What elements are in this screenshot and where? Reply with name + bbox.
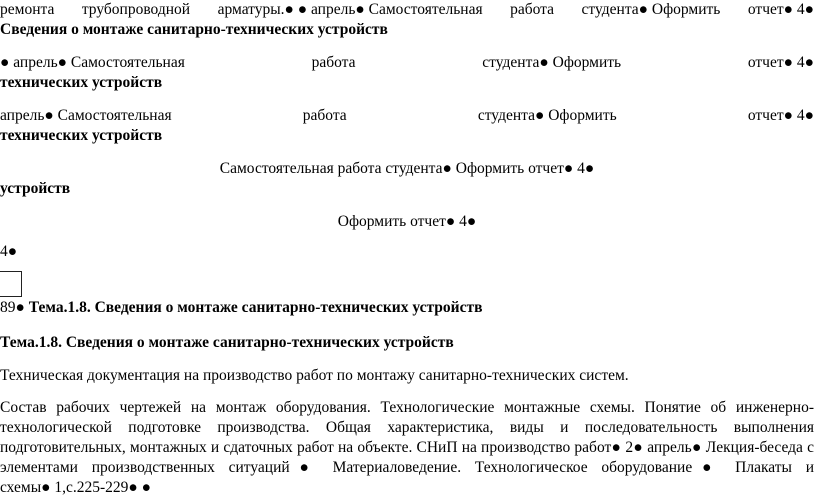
- paragraph-line-3: подготовительных, монтажных и сдаточных работ на объекте. СНиП на производство работ● 2● апрель● Лекция-беседа с: [0, 439, 814, 456]
- row1-word-1: ремонта: [0, 1, 55, 18]
- paragraph-line-4: элементами производственных ситуаций● Материаловедение. Технологическое оборудование● Плакаты и: [0, 459, 814, 476]
- row3-word-1: ● апрель● Самостоятельная: [0, 54, 185, 71]
- paragraph-documentation: Техническая документация на производство работ по монтажу санитарно-технических систем.: [0, 367, 629, 384]
- paragraph-line-1: Состав рабочих чертежей на монтаж оборудования. Технологические монтажные схемы. Понятие об инженерно-: [0, 399, 814, 416]
- text-row-8: устройств: [0, 180, 71, 197]
- text-row-4: технических устройств: [0, 74, 163, 91]
- row3-word-4: отчет● 4●: [747, 54, 814, 71]
- row1-word-6: отчет● 4●: [747, 1, 814, 18]
- text-row-11: [0, 298, 814, 318]
- row5-word-3: студента● Оформить: [477, 107, 617, 124]
- row1-word-5: студента● Оформить: [581, 1, 721, 18]
- text-row-10: 4●: [0, 243, 18, 260]
- text-row-3: [0, 53, 814, 73]
- row1-word-3: арматуры.● ● апрель● Самостоятельная: [217, 1, 483, 18]
- empty-box-frame: [0, 271, 22, 297]
- text-row-6: технических устройств: [0, 127, 163, 144]
- page-number: 89●: [0, 299, 25, 316]
- row5-word-1: апрель● Самостоятельная: [0, 107, 172, 124]
- row3-word-2: работа: [311, 54, 356, 71]
- row5-word-4: отчет● 4●: [747, 107, 814, 124]
- row1-word-4: работа: [510, 1, 555, 18]
- topic-heading: Тема.1.8. Сведения о монтаже санитарно-технических устройств: [0, 334, 454, 351]
- paragraph-line-2: технологической подготовке производства. Общая характеристика, виды и последовательность выполнения: [0, 419, 814, 436]
- text-row-5: [0, 106, 814, 126]
- text-row-1: [0, 0, 814, 20]
- row5-word-2: работа: [302, 107, 347, 124]
- text-row-9: Оформить отчет● 4●: [337, 213, 477, 230]
- row1-word-2: трубопроводной: [81, 1, 191, 18]
- text-row-7: Самостоятельная работа студента● Оформить отчет● 4●: [219, 160, 595, 177]
- paragraph-line-5: схемы● 1,с.225-229● ●: [0, 479, 152, 496]
- text-row-2: Сведения о монтаже санитарно-технических устройств: [0, 21, 388, 38]
- row3-word-3: студента● Оформить: [482, 54, 622, 71]
- topic-title-inline: Тема.1.8. Сведения о монтаже санитарно-технических устройств: [28, 299, 483, 316]
